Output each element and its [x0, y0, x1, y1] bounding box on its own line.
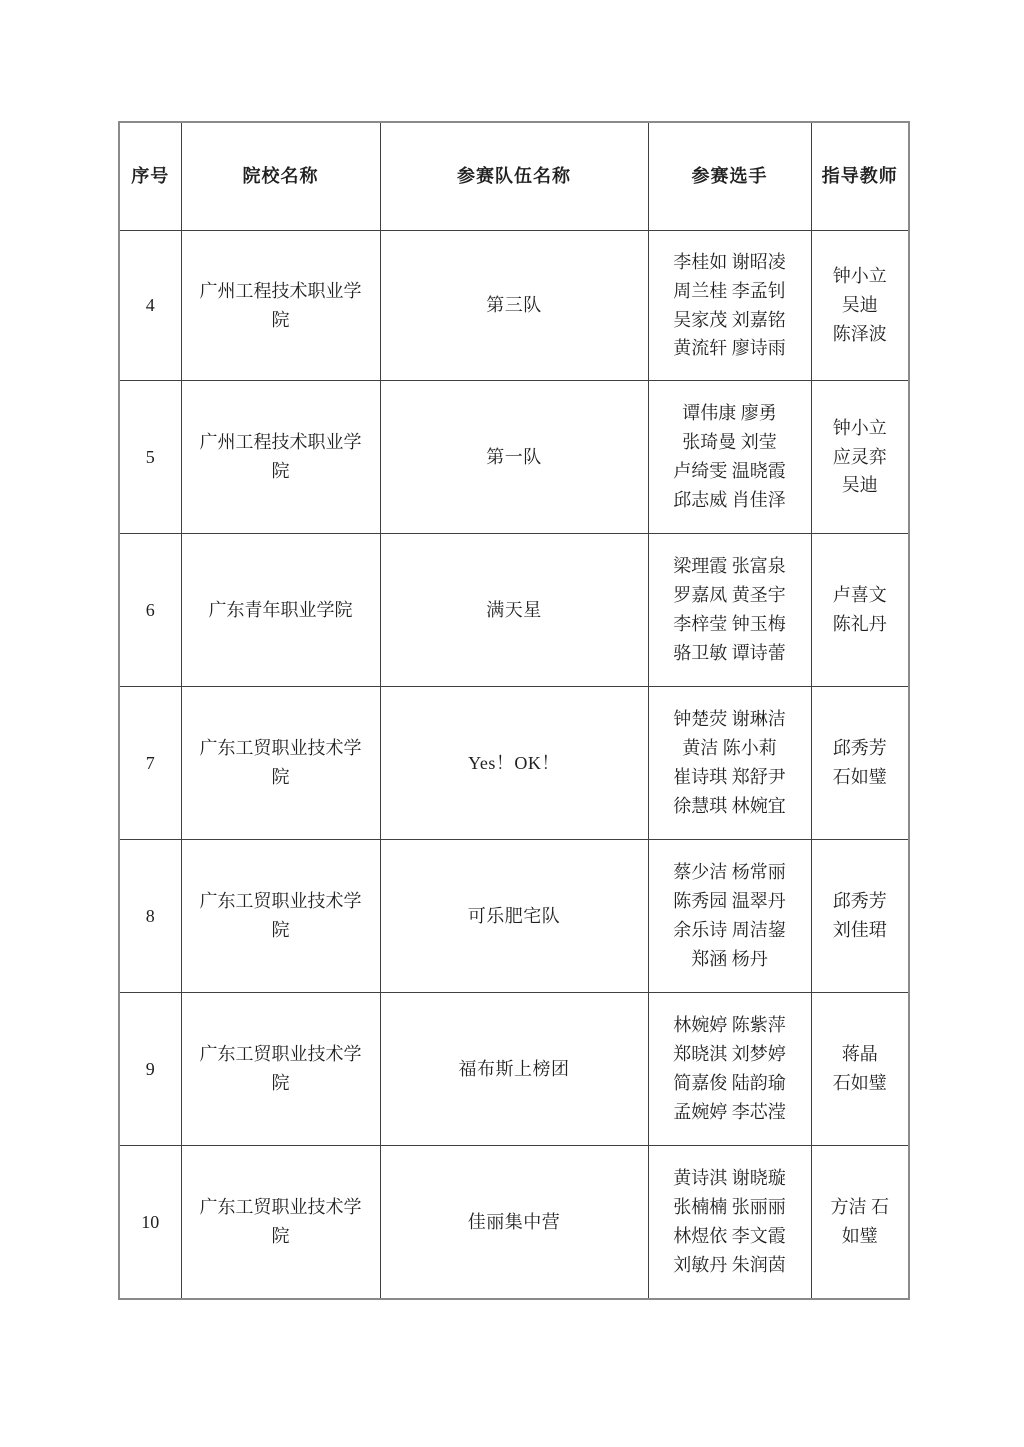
teachers-list: 邱秀芳 石如璧 — [811, 687, 909, 840]
players-list: 梁理霞 张富泉 罗嘉凤 黄圣宇 李梓莹 钟玉梅 骆卫敏 谭诗蕾 — [648, 534, 811, 687]
competition-roster-table — [118, 121, 910, 1300]
school-name: 广东工贸职业技术学院 — [181, 993, 380, 1146]
team-name: 福布斯上榜团 — [380, 993, 648, 1146]
school-name: 广州工程技术职业学院 — [181, 381, 380, 534]
players-list: 黄诗淇 谢晓璇 张楠楠 张丽丽 林煜依 李文霞 刘敏丹 朱润茵 — [648, 1146, 811, 1300]
serial-number: 5 — [119, 381, 181, 534]
players-list: 谭伟康 廖勇 张琦曼 刘莹 卢绮雯 温晓霞 邱志威 肖佳泽 — [648, 381, 811, 534]
players-list: 林婉婷 陈紫萍 郑晓淇 刘梦婷 简嘉俊 陆韵瑜 孟婉婷 李芯滢 — [648, 993, 811, 1146]
serial-number: 6 — [119, 534, 181, 687]
team-name: 第一队 — [380, 381, 648, 534]
header-school-name: 院校名称 — [181, 122, 380, 231]
team-name: 可乐肥宅队 — [380, 840, 648, 993]
teachers-list: 卢喜文 陈礼丹 — [811, 534, 909, 687]
team-name: Yes！OK！ — [380, 687, 648, 840]
players-list: 蔡少洁 杨常丽 陈秀园 温翠丹 余乐诗 周洁鋆 郑涵 杨丹 — [648, 840, 811, 993]
teachers-list: 邱秀芳 刘佳珺 — [811, 840, 909, 993]
table-row — [119, 231, 909, 381]
table-row — [119, 993, 909, 1146]
table-row — [119, 840, 909, 993]
header-serial-number: 序号 — [119, 122, 181, 231]
team-name: 佳丽集中营 — [380, 1146, 648, 1300]
school-name: 广东工贸职业技术学院 — [181, 840, 380, 993]
header-players: 参赛选手 — [648, 122, 811, 231]
players-list: 钟楚荧 谢琳洁 黄洁 陈小莉 崔诗琪 郑舒尹 徐慧琪 林婉宜 — [648, 687, 811, 840]
table-row — [119, 381, 909, 534]
serial-number: 10 — [119, 1146, 181, 1300]
table-row — [119, 687, 909, 840]
header-team-name: 参赛队伍名称 — [380, 122, 648, 231]
teachers-list: 钟小立 吴迪 陈泽波 — [811, 231, 909, 381]
serial-number: 8 — [119, 840, 181, 993]
serial-number: 7 — [119, 687, 181, 840]
header-teachers: 指导教师 — [811, 122, 909, 231]
teachers-list: 钟小立 应灵弈 吴迪 — [811, 381, 909, 534]
teachers-list: 蒋晶 石如璧 — [811, 993, 909, 1146]
table-row — [119, 534, 909, 687]
serial-number: 4 — [119, 231, 181, 381]
table-header-row — [119, 122, 909, 231]
team-name: 第三队 — [380, 231, 648, 381]
school-name: 广州工程技术职业学院 — [181, 231, 380, 381]
teachers-list: 方洁 石 如璧 — [811, 1146, 909, 1300]
team-name: 满天星 — [380, 534, 648, 687]
serial-number: 9 — [119, 993, 181, 1146]
school-name: 广东青年职业学院 — [181, 534, 380, 687]
players-list: 李桂如 谢昭凌 周兰桂 李孟钊 吴家茂 刘嘉铭 黄流轩 廖诗雨 — [648, 231, 811, 381]
school-name: 广东工贸职业技术学院 — [181, 687, 380, 840]
table-row — [119, 1146, 909, 1300]
school-name: 广东工贸职业技术学院 — [181, 1146, 380, 1300]
